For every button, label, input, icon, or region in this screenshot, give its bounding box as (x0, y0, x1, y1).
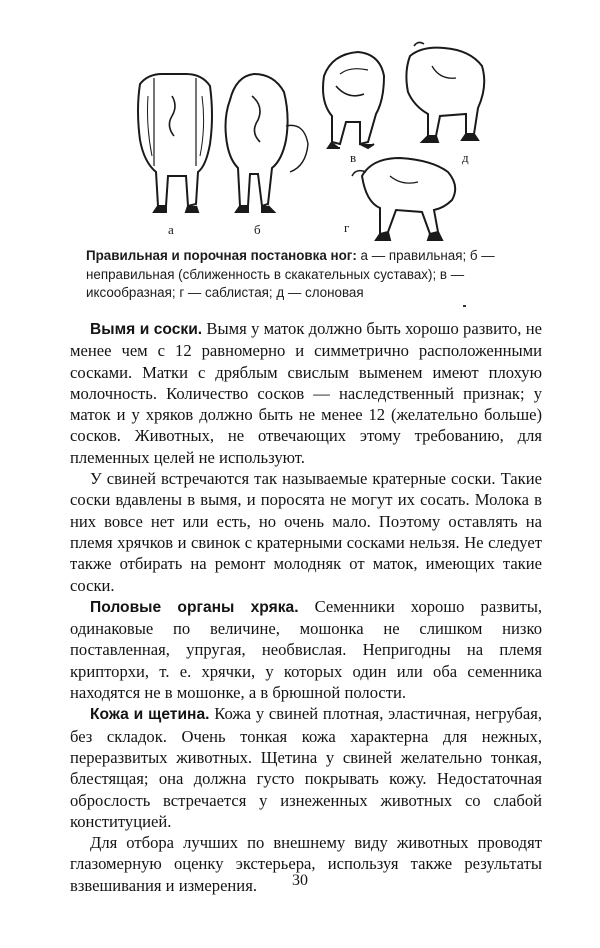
body-text (70, 318, 542, 896)
paragraph-selection: Для отбора лучших по внешнему виду животных проводят глазомерную оценку экстерьера, используя также результаты взвешивания и измерения. (70, 833, 542, 895)
heading-skin-bristle: Кожа и щетина. (90, 706, 210, 724)
label-d: д (462, 150, 469, 165)
label-b: б (254, 222, 261, 237)
pig-b-drawing (226, 74, 309, 212)
paragraph-udder: Вымя и соски. Вымя у маток должно быть хорошо развито, не менее чем с 12 равномерно и симметрично расположенными сосками. Матки с дряблым свислым выменем имеют плохую молочность. Количество сосков — наследственный признак; у маток и у хряков должно быть не менее 12 (желательно больше) сосков. Животных, не отвечающих этому требованию, для племенных целей не используют. (70, 319, 542, 467)
label-g: г (344, 220, 350, 235)
pig-drawings (118, 36, 490, 248)
caption-text: а — правильная; б — неправильная (сближенность в скакательных суставах); в — иксообразная; г — саблистая; д — слоновая (86, 248, 495, 300)
paragraph-crater-teats: У свиней встречаются так называемые кратерные соски. Такие соски вдавлены в вымя, и поросята не могут их сосать. Молока в них вовсе нет или есть, но очень мало. Поэтому оставлять на племя хрячков и свинок с кратерными сосками нельзя. Не следует также отбирать на ремонт молодняк от маток, имеющих такие соски. (70, 469, 542, 595)
pig-v-drawing (323, 52, 384, 148)
figure-caption (86, 247, 556, 303)
pig-g-drawing (352, 158, 455, 240)
paragraph-boar-organs: Половые органы хряка. Семенники хорошо развиты, одинаковые по величине, мошонка не слишком низко поставленная, упругая, необвислая. Непригодны на племя крипторхи, т. е. хрячки, у которых один или оба семенника находятся не в мошонке, а в брюшной полости. (70, 596, 542, 703)
page-number: 30 (292, 872, 308, 889)
heading-udder: Вымя и соски. (90, 321, 203, 338)
pig-a-drawing (138, 74, 212, 212)
label-v: в (350, 150, 357, 165)
pig-d-drawing (406, 42, 484, 142)
label-a: а (168, 222, 174, 237)
heading-boar-organs: Половые органы хряка. (90, 598, 299, 616)
paragraph-skin-bristle: Кожа и щетина. Кожа у свиней плотная, эластичная, негрубая, без складок. Очень тонкая кожа характерна для нежных, переразвитых животных. Щетина у свиней желательно тонкая, блестящая; она должна густо покрывать кожу. Недостаточная оброслость встречается у изнеженных животных со слабой конституцией. (70, 704, 543, 831)
caption-title: Правильная и порочная постановка ног: (86, 248, 357, 263)
print-speck (463, 305, 466, 307)
leg-posture-illustration (118, 36, 490, 248)
